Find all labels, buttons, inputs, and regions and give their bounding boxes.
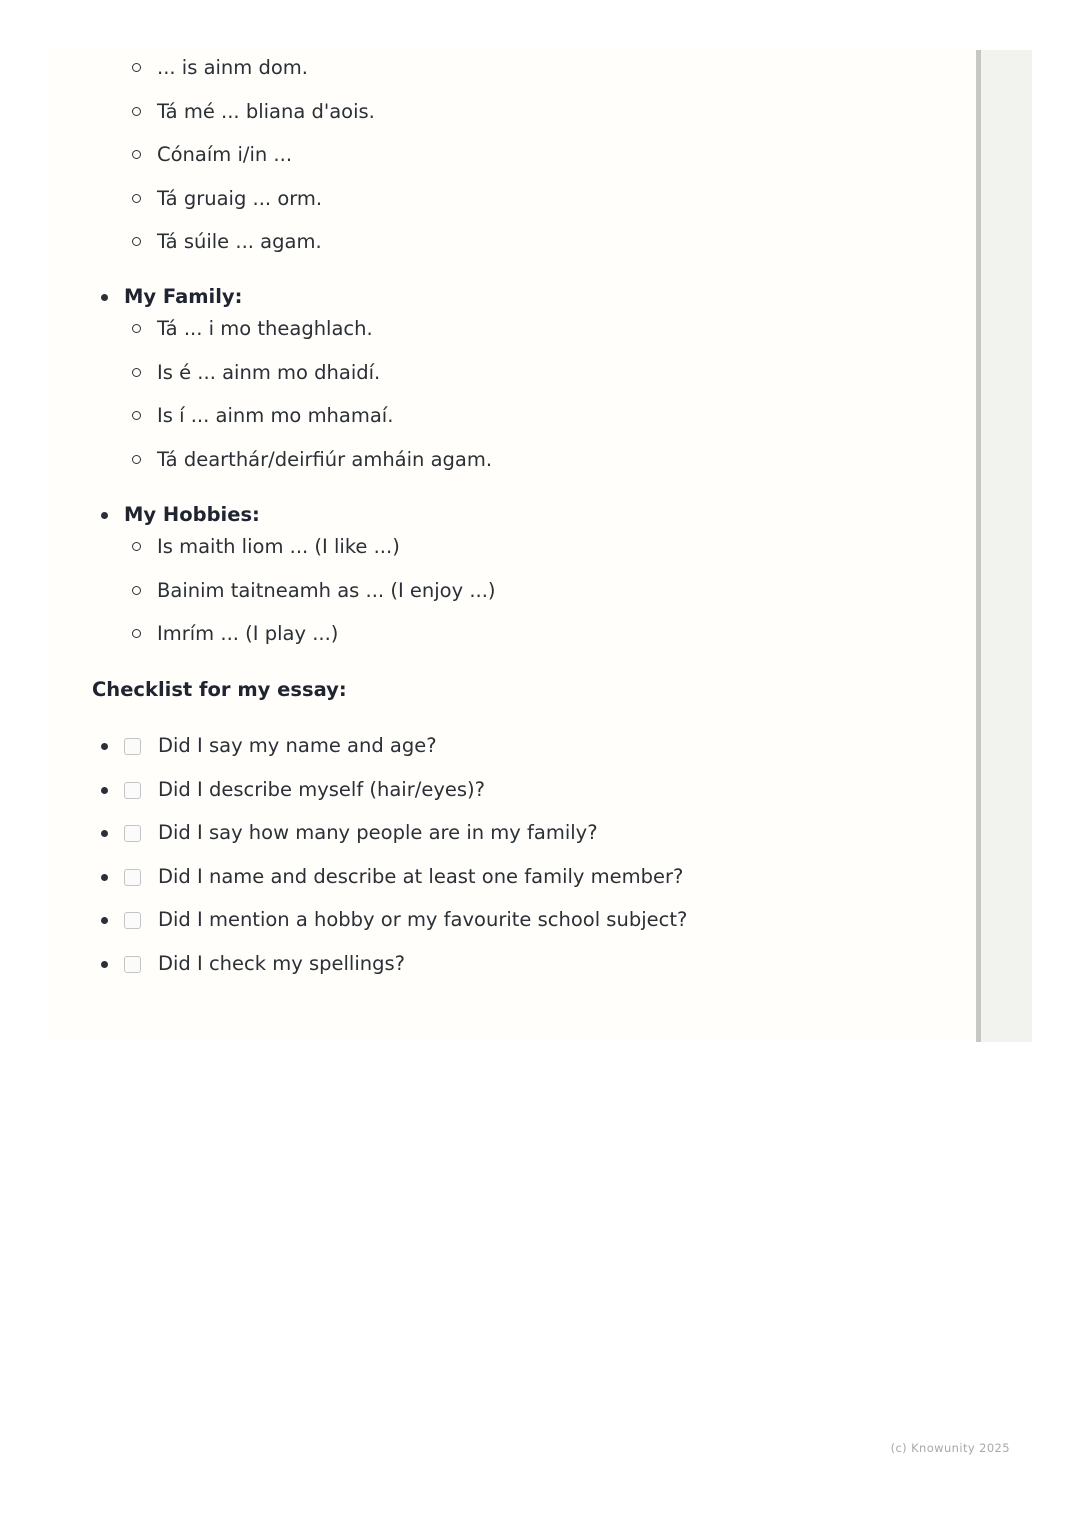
bullet-icon bbox=[101, 917, 108, 924]
checkbox[interactable] bbox=[124, 738, 141, 755]
copyright-footer: (c) Knowunity 2025 bbox=[890, 1441, 1010, 1455]
checklist-item-label: Did I check my spellings? bbox=[158, 952, 406, 975]
hollow-bullet-icon bbox=[132, 237, 141, 246]
hollow-bullet-icon bbox=[132, 63, 141, 72]
checklist-heading: Checklist for my essay: bbox=[92, 678, 347, 701]
bullet-icon bbox=[101, 512, 108, 519]
hollow-bullet-icon bbox=[132, 194, 141, 203]
list-item-text: Tá dearthár/deirfiúr amháin agam. bbox=[157, 448, 493, 471]
hollow-bullet-icon bbox=[132, 324, 141, 333]
list-item-text: Tá mé ... bliana d'aois. bbox=[157, 100, 375, 123]
hollow-bullet-icon bbox=[132, 629, 141, 638]
list-item-text: ... is ainm dom. bbox=[157, 56, 308, 79]
hollow-bullet-icon bbox=[132, 107, 141, 116]
checkbox[interactable] bbox=[124, 782, 141, 799]
checklist-item-label: Did I mention a hobby or my favourite school subject? bbox=[158, 908, 688, 931]
bullet-icon bbox=[101, 294, 108, 301]
checklist-item-label: Did I say how many people are in my family? bbox=[158, 821, 598, 844]
checkbox[interactable] bbox=[124, 825, 141, 842]
hollow-bullet-icon bbox=[132, 150, 141, 159]
section-title: My Family: bbox=[124, 285, 243, 308]
hollow-bullet-icon bbox=[132, 455, 141, 464]
list-item-text: Is í ... ainm mo mhamaí. bbox=[157, 404, 394, 427]
section-title: My Hobbies: bbox=[124, 503, 260, 526]
list-item-text: Is é ... ainm mo dhaidí. bbox=[157, 361, 381, 384]
list-item-text: Tá gruaig ... orm. bbox=[157, 187, 323, 210]
hollow-bullet-icon bbox=[132, 586, 141, 595]
bullet-icon bbox=[101, 743, 108, 750]
checklist-item-label: Did I say my name and age? bbox=[158, 734, 437, 757]
hollow-bullet-icon bbox=[132, 368, 141, 377]
hollow-bullet-icon bbox=[132, 411, 141, 420]
checklist-item-label: Did I describe myself (hair/eyes)? bbox=[158, 778, 485, 801]
checkbox[interactable] bbox=[124, 869, 141, 886]
list-item-text: Tá ... i mo theaghlach. bbox=[157, 317, 373, 340]
scrollbar-track[interactable] bbox=[976, 50, 1032, 1042]
checklist-item-label: Did I name and describe at least one family member? bbox=[158, 865, 684, 888]
list-item-text: Cónaím i/in ... bbox=[157, 143, 293, 166]
scrollbar-thumb[interactable] bbox=[976, 50, 981, 1042]
bullet-icon bbox=[101, 874, 108, 881]
hollow-bullet-icon bbox=[132, 542, 141, 551]
bullet-icon bbox=[101, 830, 108, 837]
list-item-text: Bainim taitneamh as ... (I enjoy ...) bbox=[157, 579, 496, 602]
checkbox[interactable] bbox=[124, 956, 141, 973]
bullet-icon bbox=[101, 787, 108, 794]
bullet-icon bbox=[101, 961, 108, 968]
checkbox[interactable] bbox=[124, 912, 141, 929]
list-item-text: Tá súile ... agam. bbox=[157, 230, 322, 253]
list-item-text: Is maith liom ... (I like ...) bbox=[157, 535, 400, 558]
list-item-text: Imrím ... (I play ...) bbox=[157, 622, 339, 645]
